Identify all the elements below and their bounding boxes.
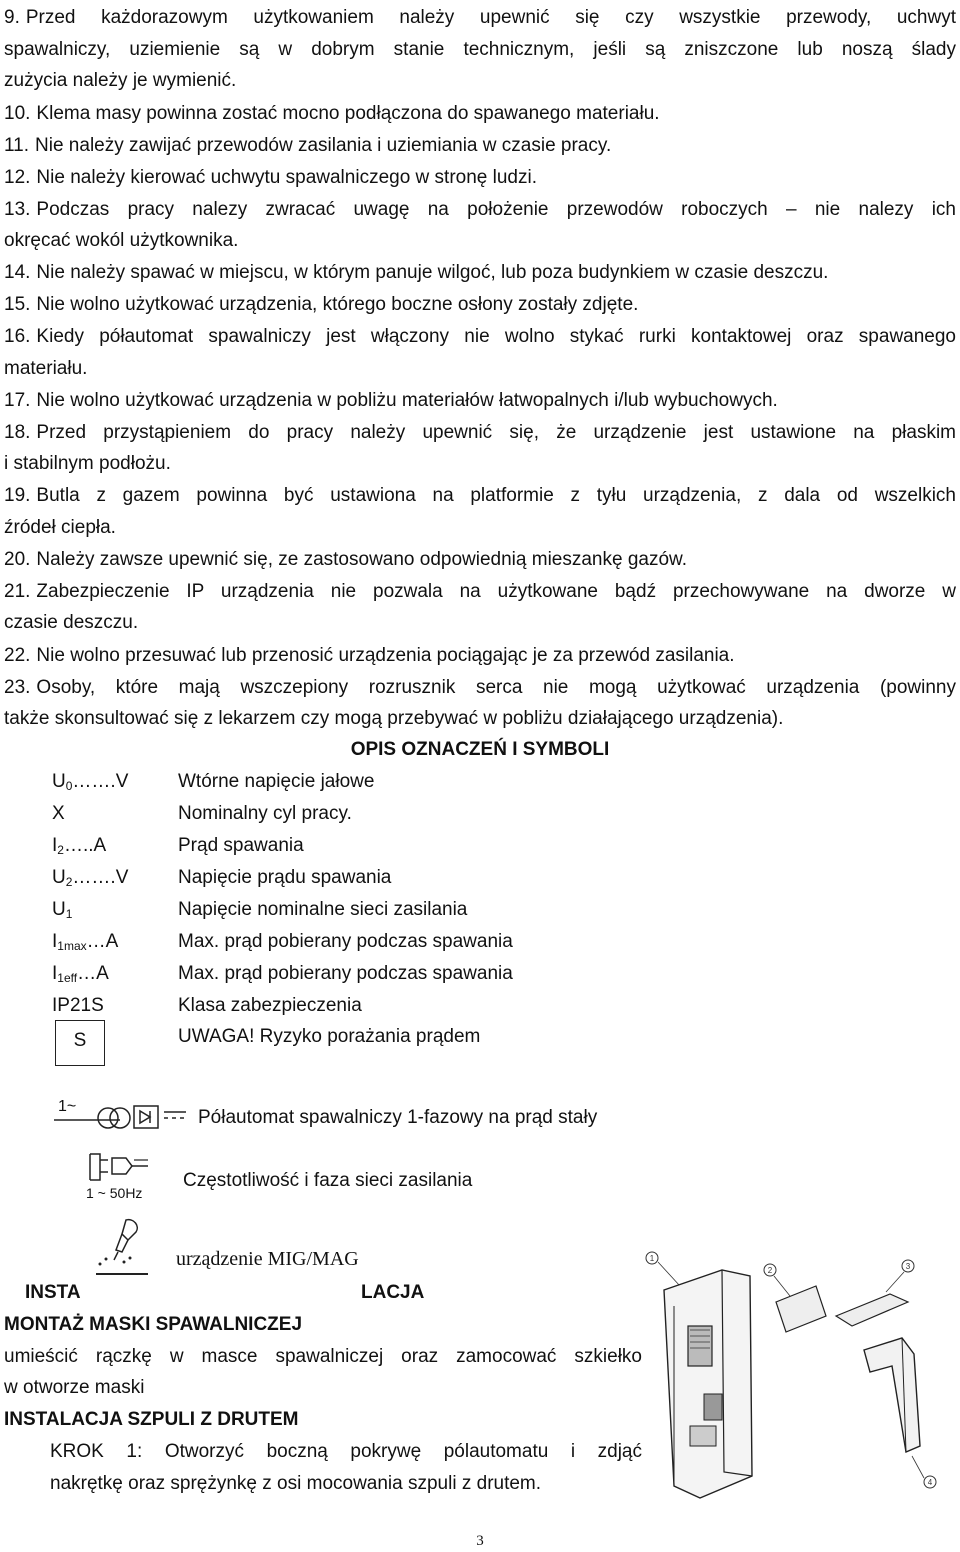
mask-text-1: umieścić rączkę w masce spawalniczej oraz zamocować szkiełko xyxy=(4,1346,642,1367)
plug-icon xyxy=(86,1150,156,1186)
symbol-code xyxy=(52,962,109,990)
list-item-text: czasie deszczu. xyxy=(4,612,139,633)
list-item-text: Nie należy zawijać przewodów zasilania i uziemiania w czasie pracy. xyxy=(35,135,612,156)
list-item-text: spawalniczy, uziemienie są w dobrym stanie technicznym, jeśli są zniszczone lub noszą ślady xyxy=(4,39,956,60)
symbol-unit: …A xyxy=(77,963,109,984)
list-item xyxy=(4,166,956,190)
list-item-text: Nie wolno użytkować urządzenia w pobliżu materiałów łatwopalnych i/lub wybuchowych. xyxy=(36,390,778,411)
symbol-main: I xyxy=(52,835,58,856)
list-item-text: także skonsultować się z lekarzem czy mogą przebywać w pobliżu działającego urządzenia). xyxy=(4,708,784,729)
symbol-main: U xyxy=(52,899,66,920)
list-item-text: Nie wolno przesuwać lub przenosić urządzenia pociągając je za przewód zasilania. xyxy=(36,645,735,666)
spool-text-1: KROK 1: Otworzyć boczną pokrywę pólautomatu i zdjąć xyxy=(50,1441,642,1462)
list-item xyxy=(4,6,956,30)
symbol-main: IP21S xyxy=(52,995,104,1016)
list-item-text: Osoby, które mają wszczepiony rozrusznik serca nie mogą użytkować urządzenia (powinny xyxy=(36,677,956,698)
list-item-number: 19. xyxy=(4,485,31,506)
symbol-subscript: 2 xyxy=(65,875,73,889)
symbol-main: I xyxy=(52,963,58,984)
symbol-subscript: 1 xyxy=(65,907,73,921)
symbol-description: Napięcie nominalne sieci zasilania xyxy=(178,899,468,920)
symbol-unit: …….V xyxy=(72,771,129,792)
list-item-continuation xyxy=(4,69,956,93)
list-item xyxy=(4,580,956,604)
symbol-code xyxy=(52,802,65,830)
list-item-text: okręcać wokól użytkownika. xyxy=(4,230,239,251)
frequency-label: 1 ~ 50Hz xyxy=(86,1185,143,1201)
list-item xyxy=(4,644,956,668)
symbol-description: Napięcie prądu spawania xyxy=(178,867,392,888)
callout-1: 1 xyxy=(649,1254,655,1263)
list-item-number: 18. xyxy=(4,422,31,443)
list-item-continuation xyxy=(4,611,956,635)
symbol-description: Klasa zabezpieczenia xyxy=(178,995,362,1016)
list-item xyxy=(4,421,956,445)
list-item xyxy=(4,293,956,317)
symbol-code xyxy=(52,898,72,926)
page-number: 3 xyxy=(476,1533,484,1549)
list-item-text: zużycia należy je wymienić. xyxy=(4,70,237,91)
symbol-description: Nominalny cyl pracy. xyxy=(178,803,352,824)
list-item-number: 17. xyxy=(4,390,31,411)
list-item-text: Zabezpieczenie IP urządzenia nie pozwala na użytkowane bądź przechowywane na dworze w xyxy=(36,581,956,602)
list-item-continuation xyxy=(4,357,956,381)
list-item xyxy=(4,676,956,700)
list-item-number: 20. xyxy=(4,549,31,570)
list-item-continuation xyxy=(4,707,956,731)
symbol-subscript: 1eff xyxy=(57,971,78,985)
list-item-number: 13. xyxy=(4,199,31,220)
list-item xyxy=(4,102,956,126)
list-item-number: 14. xyxy=(4,262,31,283)
symbol-subscript: 0 xyxy=(65,779,73,793)
symbol-main: U xyxy=(52,867,66,888)
symbol-description: Max. prąd pobierany podczas spawania xyxy=(178,931,513,952)
list-item-text: Nie należy kierować uchwytu spawalniczego w stronę ludzi. xyxy=(36,167,537,188)
list-item xyxy=(4,389,956,413)
list-item-continuation xyxy=(4,229,956,253)
list-item xyxy=(4,134,956,158)
mask-heading: MONTAŻ MASKI SPAWALNICZEJ xyxy=(4,1314,303,1335)
symbol-main: I xyxy=(52,931,58,952)
list-item-text: Należy zawsze upewnić się, ze zastosowano odpowiednią mieszankę gazów. xyxy=(36,549,687,570)
list-item-number: 10. xyxy=(4,103,31,124)
install-heading-left: INSTA xyxy=(25,1282,81,1303)
list-item xyxy=(4,325,956,349)
mask-text-2: w otworze maski xyxy=(4,1377,145,1398)
list-item-continuation xyxy=(4,516,956,540)
symbol-code xyxy=(52,994,104,1022)
list-item xyxy=(4,484,956,508)
list-item-number: 15. xyxy=(4,294,31,315)
single-phase-label: 1~ xyxy=(58,1098,77,1115)
list-item-text: Przed przystąpieniem do pracy należy upewnić się, że urządzenie jest ustawione na płaskim xyxy=(36,422,956,443)
list-item-text: źródeł ciepła. xyxy=(4,517,116,538)
symbol-description: Max. prąd pobierany podczas spawania xyxy=(178,963,513,984)
list-item-text: Podczas pracy nalezy zwracać uwagę na położenie przewodów roboczych – nie nalezy ich xyxy=(36,199,956,220)
symbol-subscript: 1max xyxy=(57,939,87,953)
list-item-number: 11. xyxy=(4,135,30,156)
list-item-text: Nie należy spawać w miejscu, w którym panuje wilgoć, lub poza budynkiem w czasie deszczu. xyxy=(36,262,829,283)
list-item-continuation xyxy=(4,38,956,62)
symbol-unit: …….V xyxy=(72,867,129,888)
list-item-text: Nie wolno użytkować urządzenia, którego boczne osłony zostały zdjęte. xyxy=(36,294,639,315)
list-item-text: Kiedy półautomat spawalniczy jest włączony nie wolno stykać rurki kontaktowej oraz spawanego xyxy=(36,326,956,347)
list-item-text: Butla z gazem powinna być ustawiona na platformie z tyłu urządzenia, z dala od wszelkich xyxy=(36,485,956,506)
mig-torch-icon xyxy=(92,1216,156,1280)
list-item-number: 21. xyxy=(4,581,31,602)
symbol-code xyxy=(52,770,128,798)
symbol-unit: …..A xyxy=(63,835,107,856)
symbol-main: X xyxy=(52,803,65,824)
list-item-continuation xyxy=(4,452,956,476)
s-symbol-desc: UWAGA! Ryzyko porażania prądem xyxy=(178,1026,481,1047)
symbol-subscript: 2 xyxy=(57,843,64,857)
single-phase-desc: Półautomat spawalniczy 1-fazowy na prąd stały xyxy=(198,1107,598,1128)
welding-mask-diagram xyxy=(640,1246,956,1502)
list-item-text: Klema masy powinna zostać mocno podłączona do spawanego materiału. xyxy=(36,103,660,124)
list-item xyxy=(4,261,956,285)
list-item-number: 12. xyxy=(4,167,31,188)
list-item-number: 23. xyxy=(4,677,31,698)
list-item xyxy=(4,548,956,572)
list-item-text: Przed każdorazowym użytkowaniem należy upewnić się czy wszystkie przewody, uchwyt xyxy=(25,7,956,28)
spool-heading: INSTALACJA SZPULI Z DRUTEM xyxy=(4,1409,299,1430)
spool-text-2: nakrętkę oraz sprężynkę z osi mocowania szpuli z drutem. xyxy=(50,1473,542,1494)
symbol-code xyxy=(52,866,128,894)
callout-4: 4 xyxy=(927,1478,933,1487)
mig-desc: urządzenie MIG/MAG xyxy=(176,1248,359,1270)
symbol-unit: …A xyxy=(86,931,119,952)
callout-3: 3 xyxy=(905,1262,911,1271)
frequency-desc: Częstotliwość i faza sieci zasilania xyxy=(183,1170,473,1191)
list-item-text: i stabilnym podłożu. xyxy=(4,453,171,474)
list-item-number: 22. xyxy=(4,645,31,666)
list-item xyxy=(4,198,956,222)
symbol-code xyxy=(52,834,106,862)
callout-2: 2 xyxy=(767,1266,773,1275)
symbol-description: Wtórne napięcie jałowe xyxy=(178,771,375,792)
list-item-text: materiału. xyxy=(4,358,88,379)
list-item-number: 16. xyxy=(4,326,31,347)
list-item-number: 9. xyxy=(4,7,20,28)
symbol-main: U xyxy=(52,771,66,792)
s-symbol-box: S xyxy=(55,1020,105,1066)
install-heading-right: LACJA xyxy=(361,1282,425,1303)
symbol-description: Prąd spawania xyxy=(178,835,304,856)
symbols-title: OPIS OZNACZEŃ I SYMBOLI xyxy=(350,739,610,760)
symbol-code xyxy=(52,930,118,958)
